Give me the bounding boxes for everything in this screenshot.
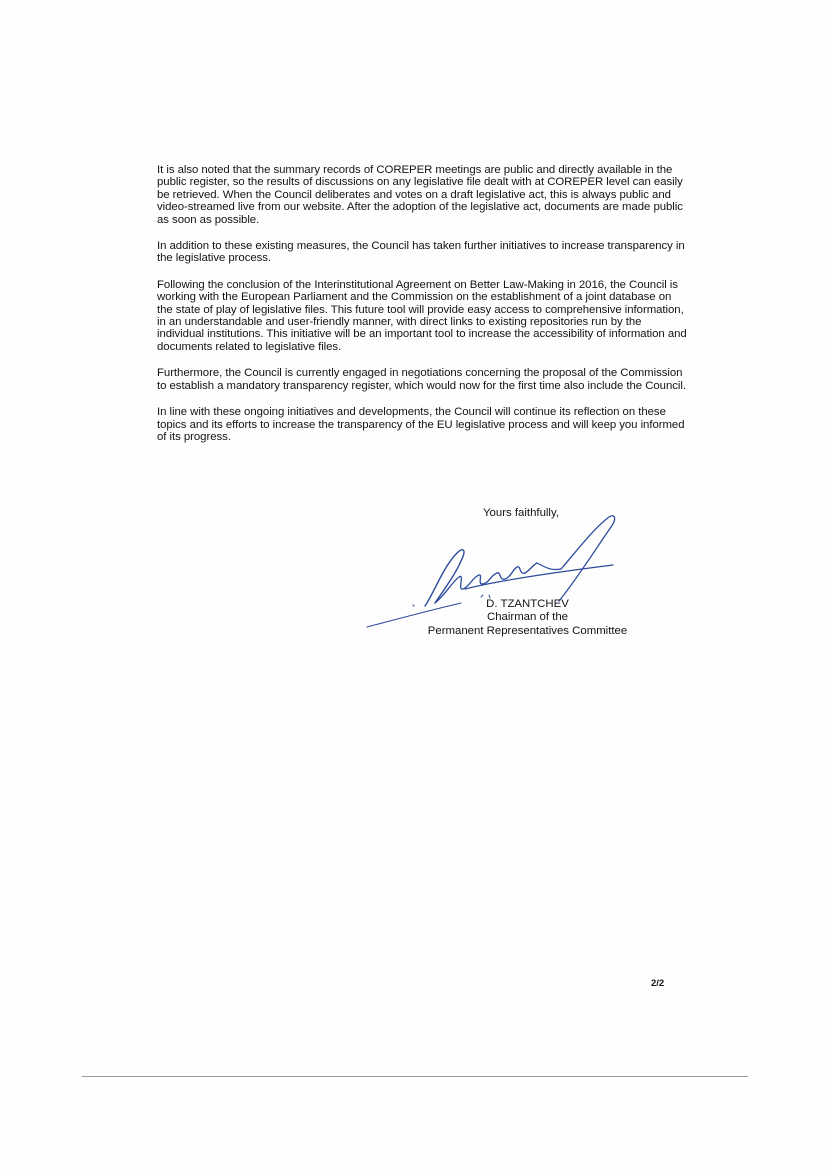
paragraph-further-initiatives: In addition to these existing measures, the Council has taken further initiatives to increase transparency in the legislative process. [157,240,685,265]
signatory-name: D. TZANTCHEV [486,598,569,610]
paragraph-joint-database: Following the conclusion of the Interinstitutional Agreement on Better Law-Making in 2016, the Council is working with the European Parliament and the Commission on the establishment of a joint database on the state of play of legislative files. This future tool will provide easy access to comprehensive information, in an understandable and user-friendly manner, with direct links to existing repositories run by the individual institutions. This initiative will be an important tool to increase the accessibility of information and documents related to legislative files. [157,278,687,353]
signatory-block [420,598,635,638]
paragraph-coreper-records: It is also noted that the summary records of COREPER meetings are public and directly available in the public register, so the results of discussions on any legislative file dealt with at COREPER level can easily be retrieved. When the Council deliberates and votes on a draft legislative act, this is always public and video-streamed live from our website. After the adoption of the legislative act, documents are made public as soon as possible. [157,164,683,226]
paragraph-transparency-register: Furthermore, the Council is currently engaged in negotiations concerning the proposal of the Commission to establish a mandatory transparency register, which would now for the first time also include the Council. [157,367,686,392]
page-number: 2/2 [651,978,665,989]
paragraph-ongoing-initiatives: In line with these ongoing initiatives and developments, the Council will continue its reflection on these topics and its efforts to increase the transparency of the EU legislative process and will keep you informed of its progress. [157,406,685,443]
closing-salutation: Yours faithfully, [483,507,559,519]
signatory-title-line1: Chairman of the [486,611,569,624]
signatory-title-line2: Permanent Representatives Committee [427,624,628,637]
footer-divider [82,1076,748,1077]
letter-body [157,164,687,457]
